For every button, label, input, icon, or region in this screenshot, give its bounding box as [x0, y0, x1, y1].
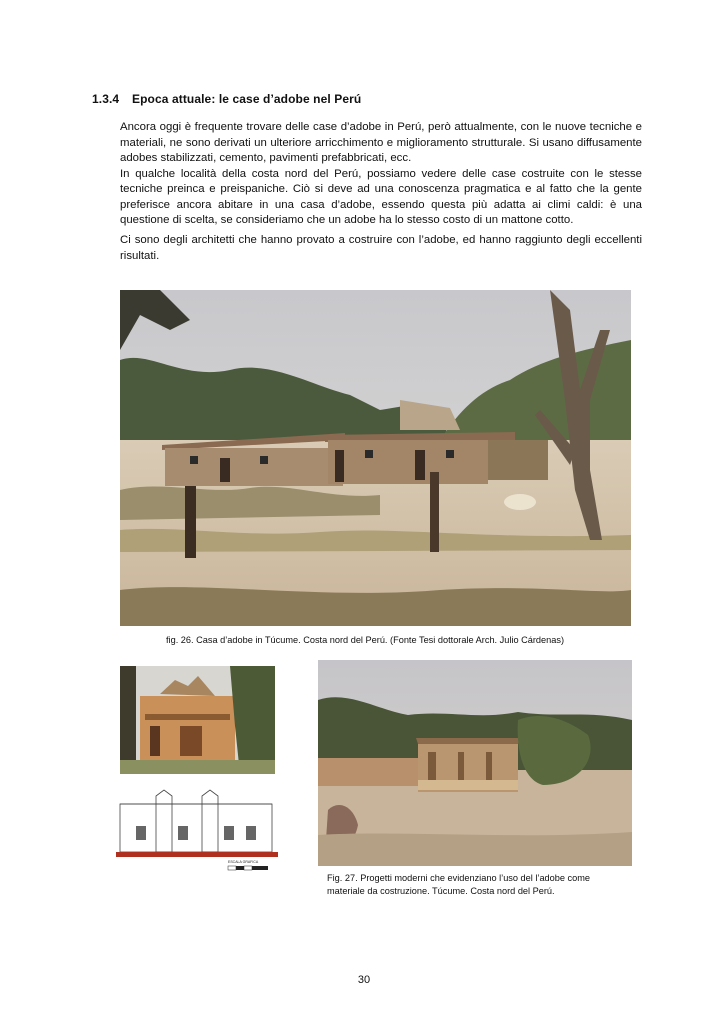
page-number: 30: [357, 974, 371, 986]
scale-label: ESCALA GRAFICA: [228, 860, 259, 864]
figure-26-caption: fig. 26. Casa d’adobe in Túcume. Costa nord del Perú. (Fonte Tesi dottorale Arch. Julio Cárdenas): [166, 635, 565, 645]
section-title: Epoca attuale: le case d’adobe nel Perú: [132, 92, 362, 106]
paragraph-line-group-2: In qualche località della costa nord del Perú, possiamo vedere delle case costruite con le stesse tecniche preinca e preispaniche. Ciò si deve ad una conoscenza pragmatica e al fatto che la gente preferisce ancora abitare in una casa d’adobe, essendo questa più adatta ai climi caldi: è una questione di scelta, se consideriamo che un adobe ha lo stesso costo di un mattone cotto.: [120, 167, 642, 226]
paragraph-line-group-3: Ci sono degli architetti che hanno provato a costruire con l’adobe, ed hanno raggiunto degli eccellenti risultati.: [120, 234, 642, 262]
section-heading: [92, 92, 361, 106]
facade-elevation-drawing: [116, 786, 278, 878]
figure-27-caption: [327, 872, 627, 898]
section-number: 1.3.4: [92, 92, 120, 106]
adobe-house-photo: [120, 290, 631, 626]
figure-27-caption-line-1: Fig. 27. Progetti moderni che evidenziano l’uso del l’adobe come: [327, 873, 591, 883]
body-paragraph-1: [120, 120, 642, 229]
modern-adobe-building-photo: [120, 666, 275, 774]
body-paragraph-2: [120, 233, 642, 264]
modern-adobe-pavilion-photo: [318, 660, 632, 866]
paragraph-line-group-1: Ancora oggi è frequente trovare delle case d’adobe in Perú, però attualmente, con le nuove tecniche e materiali, ne sono derivati un ulteriore arricchimento e miglioramento strutturale. Si usano diffusamente adobes stabilizzati, cemento, pavimenti prefabbricati, ecc.: [120, 121, 642, 164]
figure-27-caption-line-2: materiale da costruzione. Túcume. Costa nord del Perú.: [327, 886, 555, 896]
